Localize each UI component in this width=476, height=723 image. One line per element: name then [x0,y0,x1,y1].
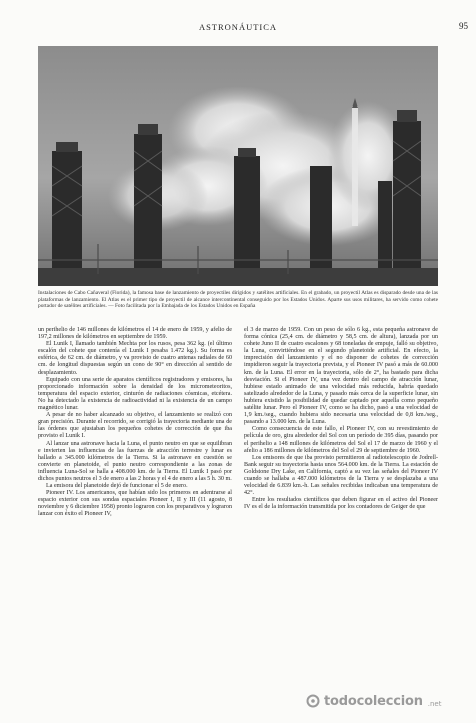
launch-photo [38,46,438,286]
launch-photo-drawing [38,46,438,286]
right-column [244,327,438,511]
photo-caption: Instalaciones de Cabo Cañaveral (Florida), la famosa base de lanzamiento de proyectiles dirigidos y satélites artificiales. En el grabado, un proyectil Atlas es disparado desde una de las plataformas de lanzamiento. El Atlas es el primer tipo de proyectil de alcance intercontinental conseguido por los Estados Unidos. Aparte sus usos militares, ha servido como cohete portador de satélites artificiales. — Foto facilitada por la Embajada de los Estados Unidos en España [38,290,438,310]
watermark-brand: todocoleccion [324,693,423,709]
paragraph: Al lanzar una astronave hacia la Luna, el punto neutro en que se equilibran e invierten las influencias de las fuerzas de atracción terrestre y lunar es hallado a 345.000 kilómetros de la Tierra. Si la astronave en cuestión se convierte en planetoide, el punto neutro correspondiente a las zonas de influencia Luna-Sol se halla a 408.000 km. de la Tierra. El Lunik I pasó por dichos puntos neutros el 3 de enero a las 2 horas y el 4 de enero a las 5 h. 30 m. [38,440,232,482]
paragraph: La emisora del planetoide dejó de funcionar el 5 de enero. [46,483,188,490]
page-header [38,21,468,36]
paragraph: Equipado con una serie de aparatos científicos registradores y emisores, ha proporcionado información sobre la densidad de los micrometeoritos, temperatura del espacio exterior, cinturón de radiaciones cósmicas, etcétera. No ha detectado la existencia de radioactividad ni la existencia de un campo magnético lunar. [38,376,232,412]
paragraph: Como consecuencia de este fallo, el Pioneer IV, con su revestimiento de película de oro, gira alrededor del Sol con un período de 395 días, pasando por el perihelio a 148 millones de kilómetros del Sol el 17 de marzo de 1960 y el afelio a 186 millones de kilómetros del Sol el 29 de septiembre de 1960. [244,426,438,454]
paragraph: el 3 de marzo de 1959. Con un peso de sólo 6 kg., esta pequeña astronave de forma cónica (25,4 cm. de diámetro y 58,5 cm. de altura), lanzada por un cohete Juno II de cuatro escalones y 68 toneladas de empuje, falló su objetivo, la Luna, convirtiéndose en el segundo planetoide artificial. En efecto, la imprecisión del lanzamiento y el no disponer de cohetes de corrección impidieron seguir la trayectoria prevista, y el Pioneer IV pasó a más de 60.000 km. de la Luna. El error en la trayectoria, sólo de 2°, ha bastado para dicha desviación. Si el Pioneer IV, una vez dentro del campo de atracción lunar, hubiese estado animado de una velocidad más reducida, habría quedado satelizado alrededor de la Luna, y pasado más cerca de la superficie lunar, sin hubiera existido la posibilidad de quedar captado por aquella como pequeño satélite lunar. Pero el Pioneer IV, como se ha dicho, pasó a una velocidad de 1,9 km./seg., cuando hubiera sido necesaria una velocidad de 0,8 km./seg., pasando a 13.000 km. de la Luna. [244,327,438,426]
running-title: ASTRONÁUTICA [198,22,278,32]
watermark [306,690,456,712]
left-column [38,327,232,519]
paragraph: A pesar de no haber alcanzado su objetivo, el lanzamiento se realizó con gran precisión. Durante el recorrido, se corrigió la trayectoria mediante una de las órdenes que ajustaban los pequeños cohetes de corrección de que iba provisto el Lunik I. [38,412,232,440]
paragraph: un perihelio de 146 millones de kilómetros el 14 de enero de 1959, y afelio de 197,2 millones de kilómetros en septiembre de 1959. [38,327,232,341]
page-number: 95 [459,21,468,31]
paragraph: El Lunik I, llamado también Mechta por los rusos, pesa 362 kg. (el último escalón del cohete que contenía el Lunik I pesaba 1.472 kg.). Su forma es esférica, de 62 cm. de diámetro, y va provisto de cuatro antenas radiales de 60 cm. de longitud dispuestas según un cono de 90° en dirección al sentido de desplazamiento. [38,341,232,376]
paragraph: Pioneer IV. Los americanos, que habían sido los primeros en adentrarse al espacio exterior con sus sondas espaciales Pioneer I, II y III (11 agosto, 8 noviembre y 6 diciembre 1958) pronto lograron con los preparativos y lograron lanzar con éxito el Pioneer IV, [38,490,232,518]
watermark-logo-icon [306,694,320,708]
watermark-suffix: .net [427,699,442,708]
paragraph: Entre los resultados científicos que deben figurar en el activo del Pioneer IV es el de la información transmitida por los contadores de Geiger de que [244,497,438,511]
paragraph: Los emisores de que iba provisto permitieron al radiotelescopio de Jodrell-Bank seguir su trayectoria hasta unos 564.000 km. de la Tierra. La estación de Goldstone Dry Lake, en California, captó a su vez las señales del Pioneer IV cuando se hallaba a 487.000 kilómetros de la Tierra y se desplazaba a una velocidad de 6.839 km.-h. Las señales recibidas indicaban una temperatura de 42°. [244,454,438,497]
